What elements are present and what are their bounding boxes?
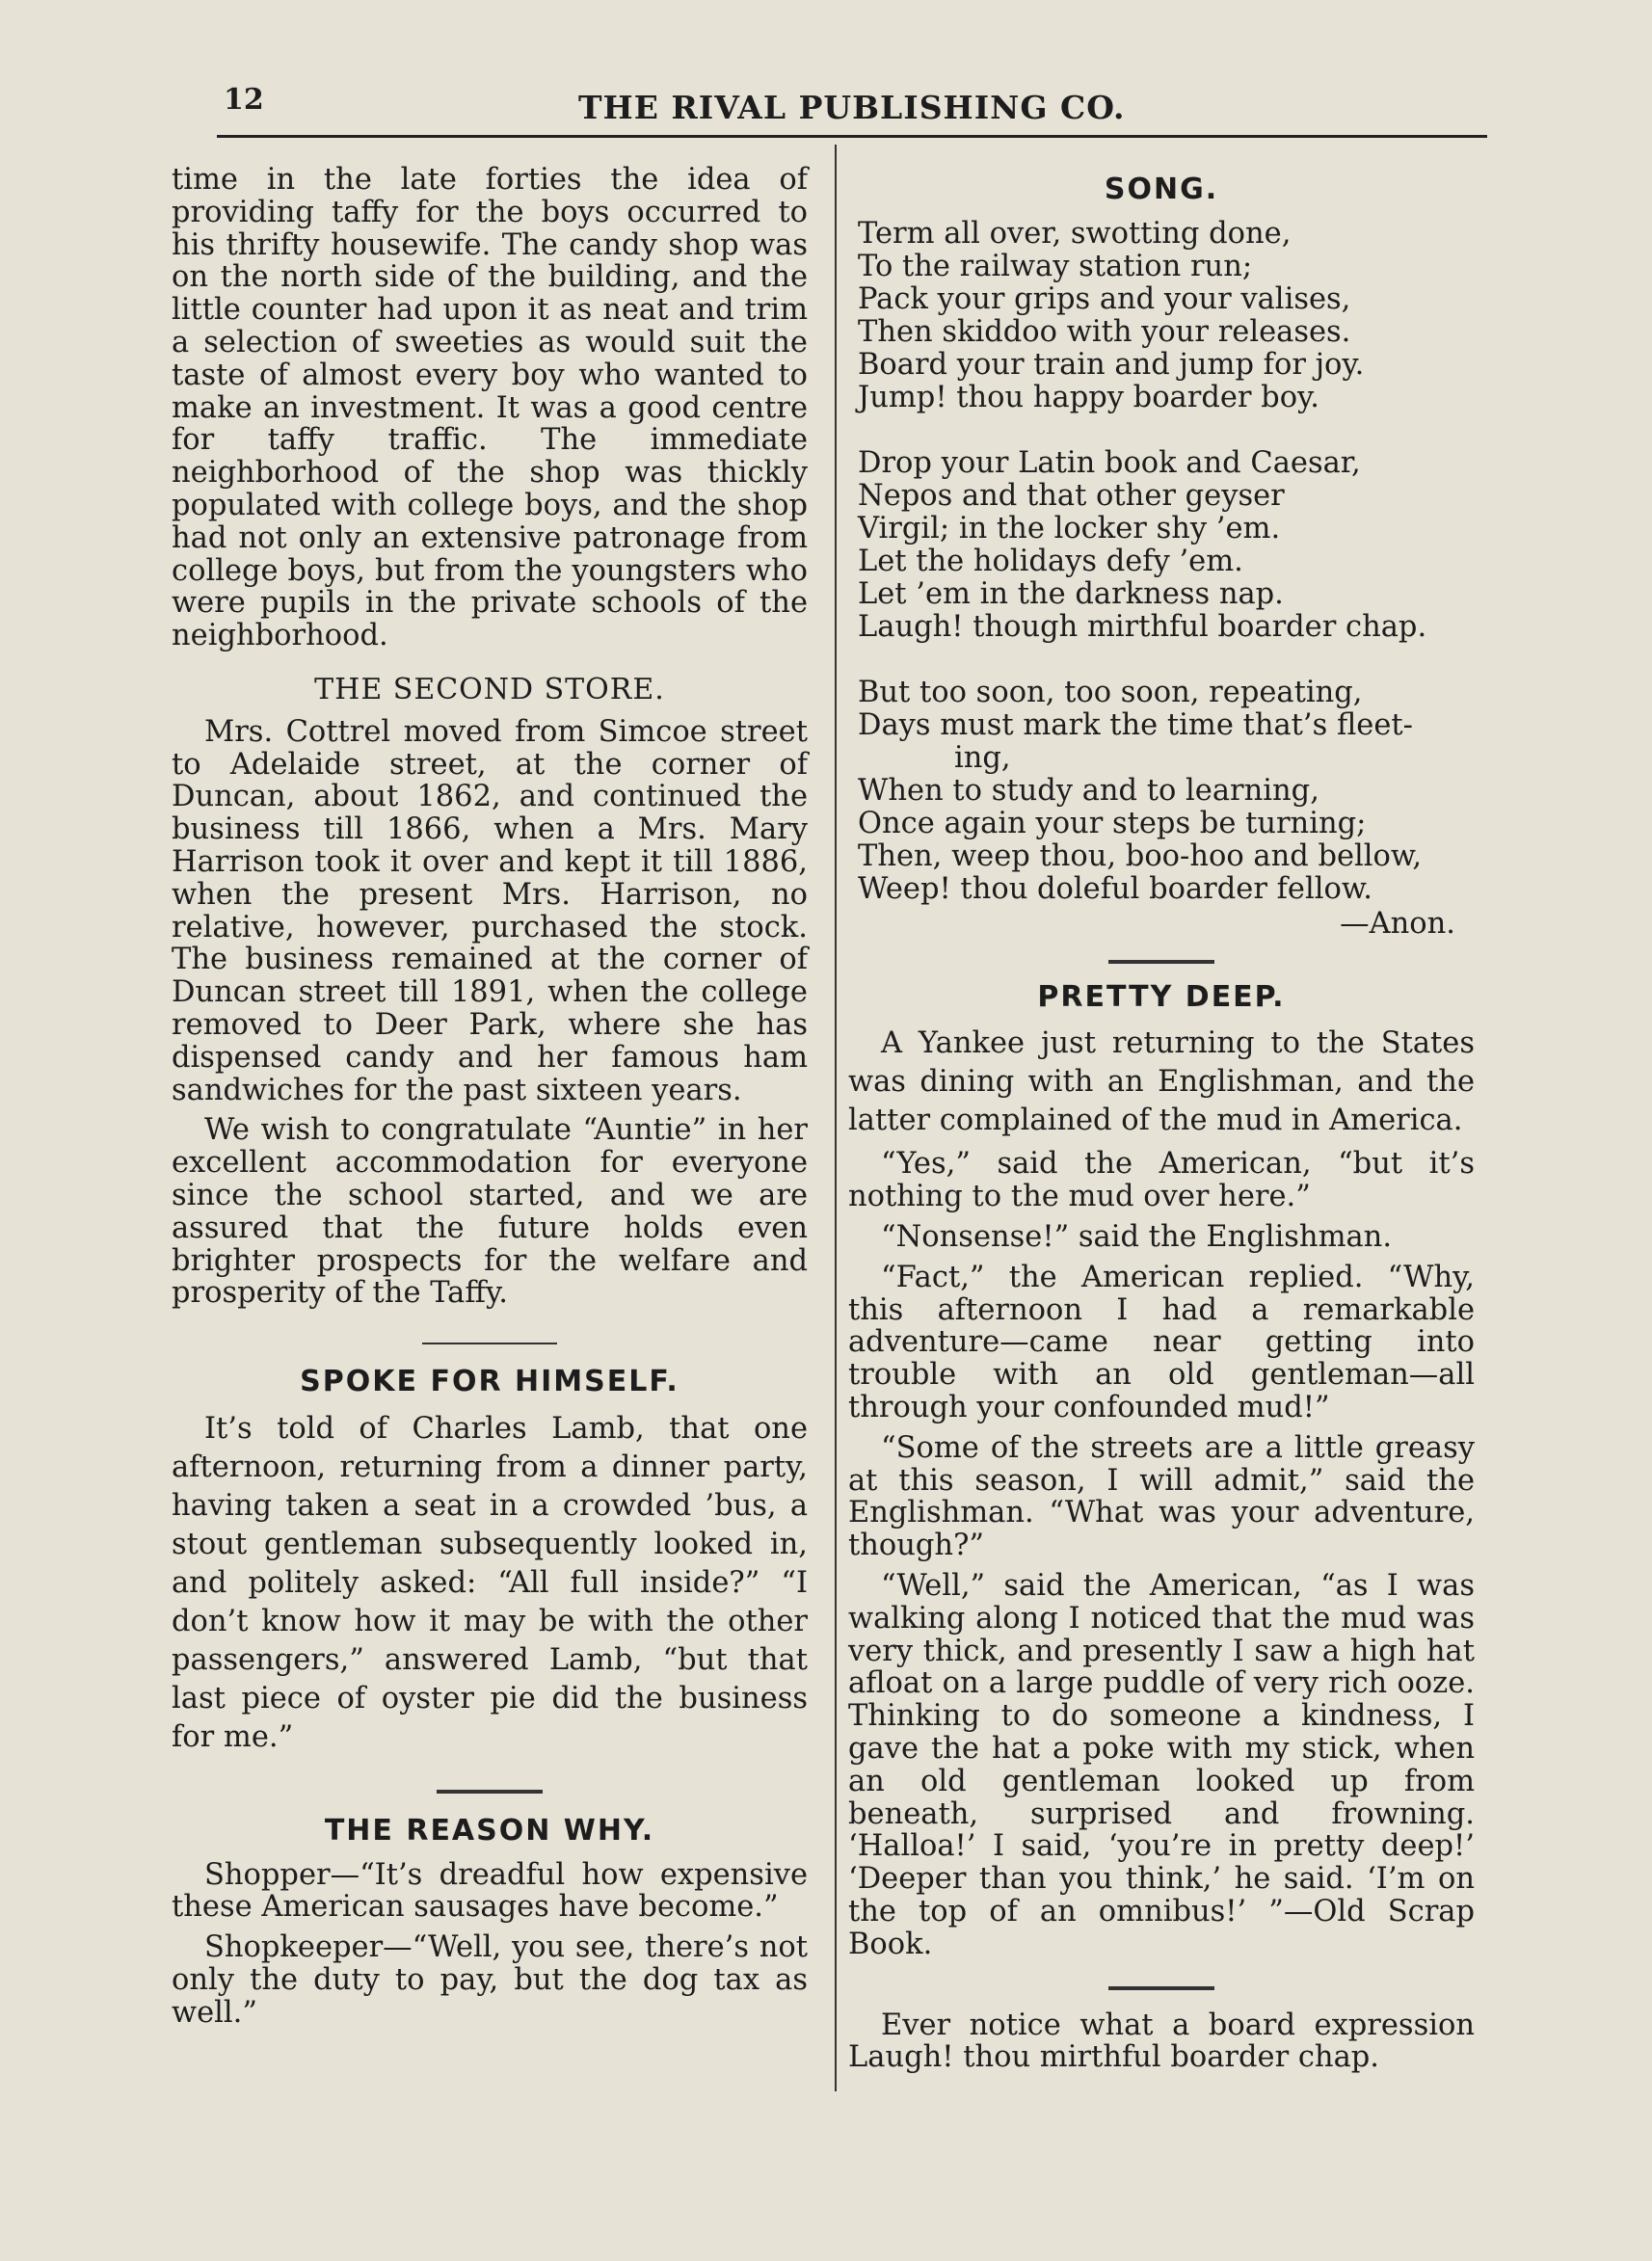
- verse-line: Nepos and that other geyser: [858, 478, 1285, 513]
- taffy-article-continued: time in the late forties the idea of providing taffy for the boys occurred to his thrifty housewife. The candy shop was on the north side of the building, and the little counter had upon it as neat and trim a selection of sweeties as would suit the taste of almost every boy who wanted to make an investment. It was a good centre for taffy traffic. The immediate neighborhood of the shop was thickly populated with college boys, and the shop had not only an extensive patronage from college boys, but from the youngsters who were pupils in the private schools of the neighborhood.: [172, 163, 808, 653]
- verse-line: To the railway station run;: [858, 249, 1253, 283]
- verse-line: Board your train and jump for joy.: [858, 347, 1365, 382]
- second-store-paragraph-1: Mrs. Cottrel moved from Simcoe street to Adelaide street, at the corner of Duncan, about 1862, and continued the business till 1866, when a Mrs. Mary Harrison took it over and kept it till 1886, when the present Mrs. Harrison, no relative, however, purchased the stock. The business remained at the corner of Duncan street till 1891, when the college removed to Deer Park, where she has dispensed candy and her famous ham sandwiches for the past sixteen years.: [172, 714, 808, 1107]
- song-heading: SONG.: [1104, 173, 1219, 206]
- section-divider: [422, 1343, 557, 1344]
- header-rule: [217, 135, 1487, 138]
- pretty-deep-paragraph-3: “Nonsense!” said the Englishman.: [881, 1219, 1393, 1254]
- reason-why-heading: THE REASON WHY.: [324, 1813, 655, 1848]
- pretty-deep-heading: PRETTY DEEP.: [1037, 979, 1286, 1014]
- second-store-paragraph-2: We wish to congratulate “Auntie” in her excellent accommodation for everyone since the school started, and we are assured that the future holds even brighter prospects for the welfare and prosperity of the Taffy.: [172, 1113, 808, 1311]
- running-head: THE RIVAL PUBLISHING CO.: [578, 89, 1126, 126]
- verse-line: But too soon, too soon, repeating,: [858, 675, 1363, 709]
- song-stanza-3: [858, 677, 1475, 906]
- verse-line: Then skiddoo with your releases.: [858, 314, 1351, 349]
- pretty-deep-paragraph-2: “Yes,” said the American, “but it’s nothing to the mud over here.”: [848, 1147, 1475, 1214]
- right-column: [848, 173, 1475, 2074]
- verse-line: Let the holidays defy ’em.: [858, 544, 1243, 578]
- spoke-for-himself-text: It’s told of Charles Lamb, that one afternoon, returning from a dinner party, having taken a seat in a crowded ’bus, a stout gentleman subsequently looked in, and politely asked: “All full inside?” “I don’t know how it may be with the other passengers,” answered Lamb, “but that last piece of oyster pie did the business for me.”: [172, 1411, 808, 1754]
- verse-line: When to study and to learning,: [858, 773, 1319, 808]
- second-store-heading: THE SECOND STORE.: [314, 672, 665, 706]
- page-number: 12: [224, 83, 264, 117]
- section-divider: [1108, 1986, 1214, 1990]
- verse-line: Jump! thou happy boarder boy.: [858, 380, 1319, 414]
- verse-line: ing,: [954, 740, 1011, 775]
- verse-line: Pack your grips and your valises,: [858, 281, 1351, 316]
- verse-line: Let ’em in the darkness nap.: [858, 576, 1284, 611]
- column-divider: [835, 145, 837, 2091]
- verse-line: Term all over, swotting done,: [858, 216, 1292, 251]
- closing-paragraph: Ever notice what a board expression Laugh! thou mirthful boarder chap.: [848, 2008, 1475, 2075]
- verse-line: Laugh! though mirthful boarder chap.: [858, 609, 1427, 644]
- section-divider: [1108, 960, 1214, 964]
- song-stanza-2: [858, 447, 1475, 644]
- pretty-deep-paragraph-1: A Yankee just returning to the States was dining with an Englishman, and the latter complained of the mud in America.: [848, 1026, 1475, 1138]
- reason-why-shopper: Shopper—“It’s dreadful how expensive these American sausages have become.”: [172, 1857, 808, 1925]
- spoke-for-himself-heading: SPOKE FOR HIMSELF.: [300, 1365, 679, 1399]
- left-column: [172, 164, 808, 2030]
- pretty-deep-paragraph-4: “Fact,” the American replied. “Why, this afternoon I had a remarkable adventure—came near getting into trouble with an old gentleman—all through your confounded mud!”: [848, 1260, 1475, 1424]
- verse-line: Then, weep thou, boo-hoo and bellow,: [858, 838, 1423, 873]
- verse-line: Days must mark the time that’s fleet-: [858, 707, 1413, 742]
- reason-why-shopkeeper: Shopkeeper—“Well, you see, there’s not only the duty to pay, but the dog tax as well.”: [172, 1930, 808, 2030]
- verse-line: Virgil; in the locker shy ’em.: [858, 511, 1281, 545]
- song-signature: —Anon.: [1340, 906, 1455, 941]
- verse-line: Once again your steps be turning;: [858, 806, 1367, 840]
- section-divider: [437, 1790, 543, 1794]
- pretty-deep-paragraph-6: “Well,” said the American, “as I was walking along I noticed that the mud was very thick, and presently I saw a high hat afloat on a large puddle of very rich ooze. Thinking to do someone a kindness, I gave the hat a poke with my stick, when an old gentleman looked up from beneath, surprised and frowning. ‘Halloa!’ I said, ‘you’re in pretty deep!’ ‘Deeper than you think,’ he said. ‘I’m on the top of an omnibus!’ ”—Old Scrap Book.: [848, 1568, 1475, 1961]
- song-stanza-1: [858, 218, 1475, 414]
- verse-line: Drop your Latin book and Caesar,: [858, 445, 1361, 480]
- pretty-deep-paragraph-5: “Some of the streets are a little greasy at this season, I will admit,” said the Englishman. “What was your adventure, though?”: [848, 1430, 1475, 1563]
- verse-line: Weep! thou doleful boarder fellow.: [858, 871, 1373, 906]
- song-poem: [848, 218, 1475, 941]
